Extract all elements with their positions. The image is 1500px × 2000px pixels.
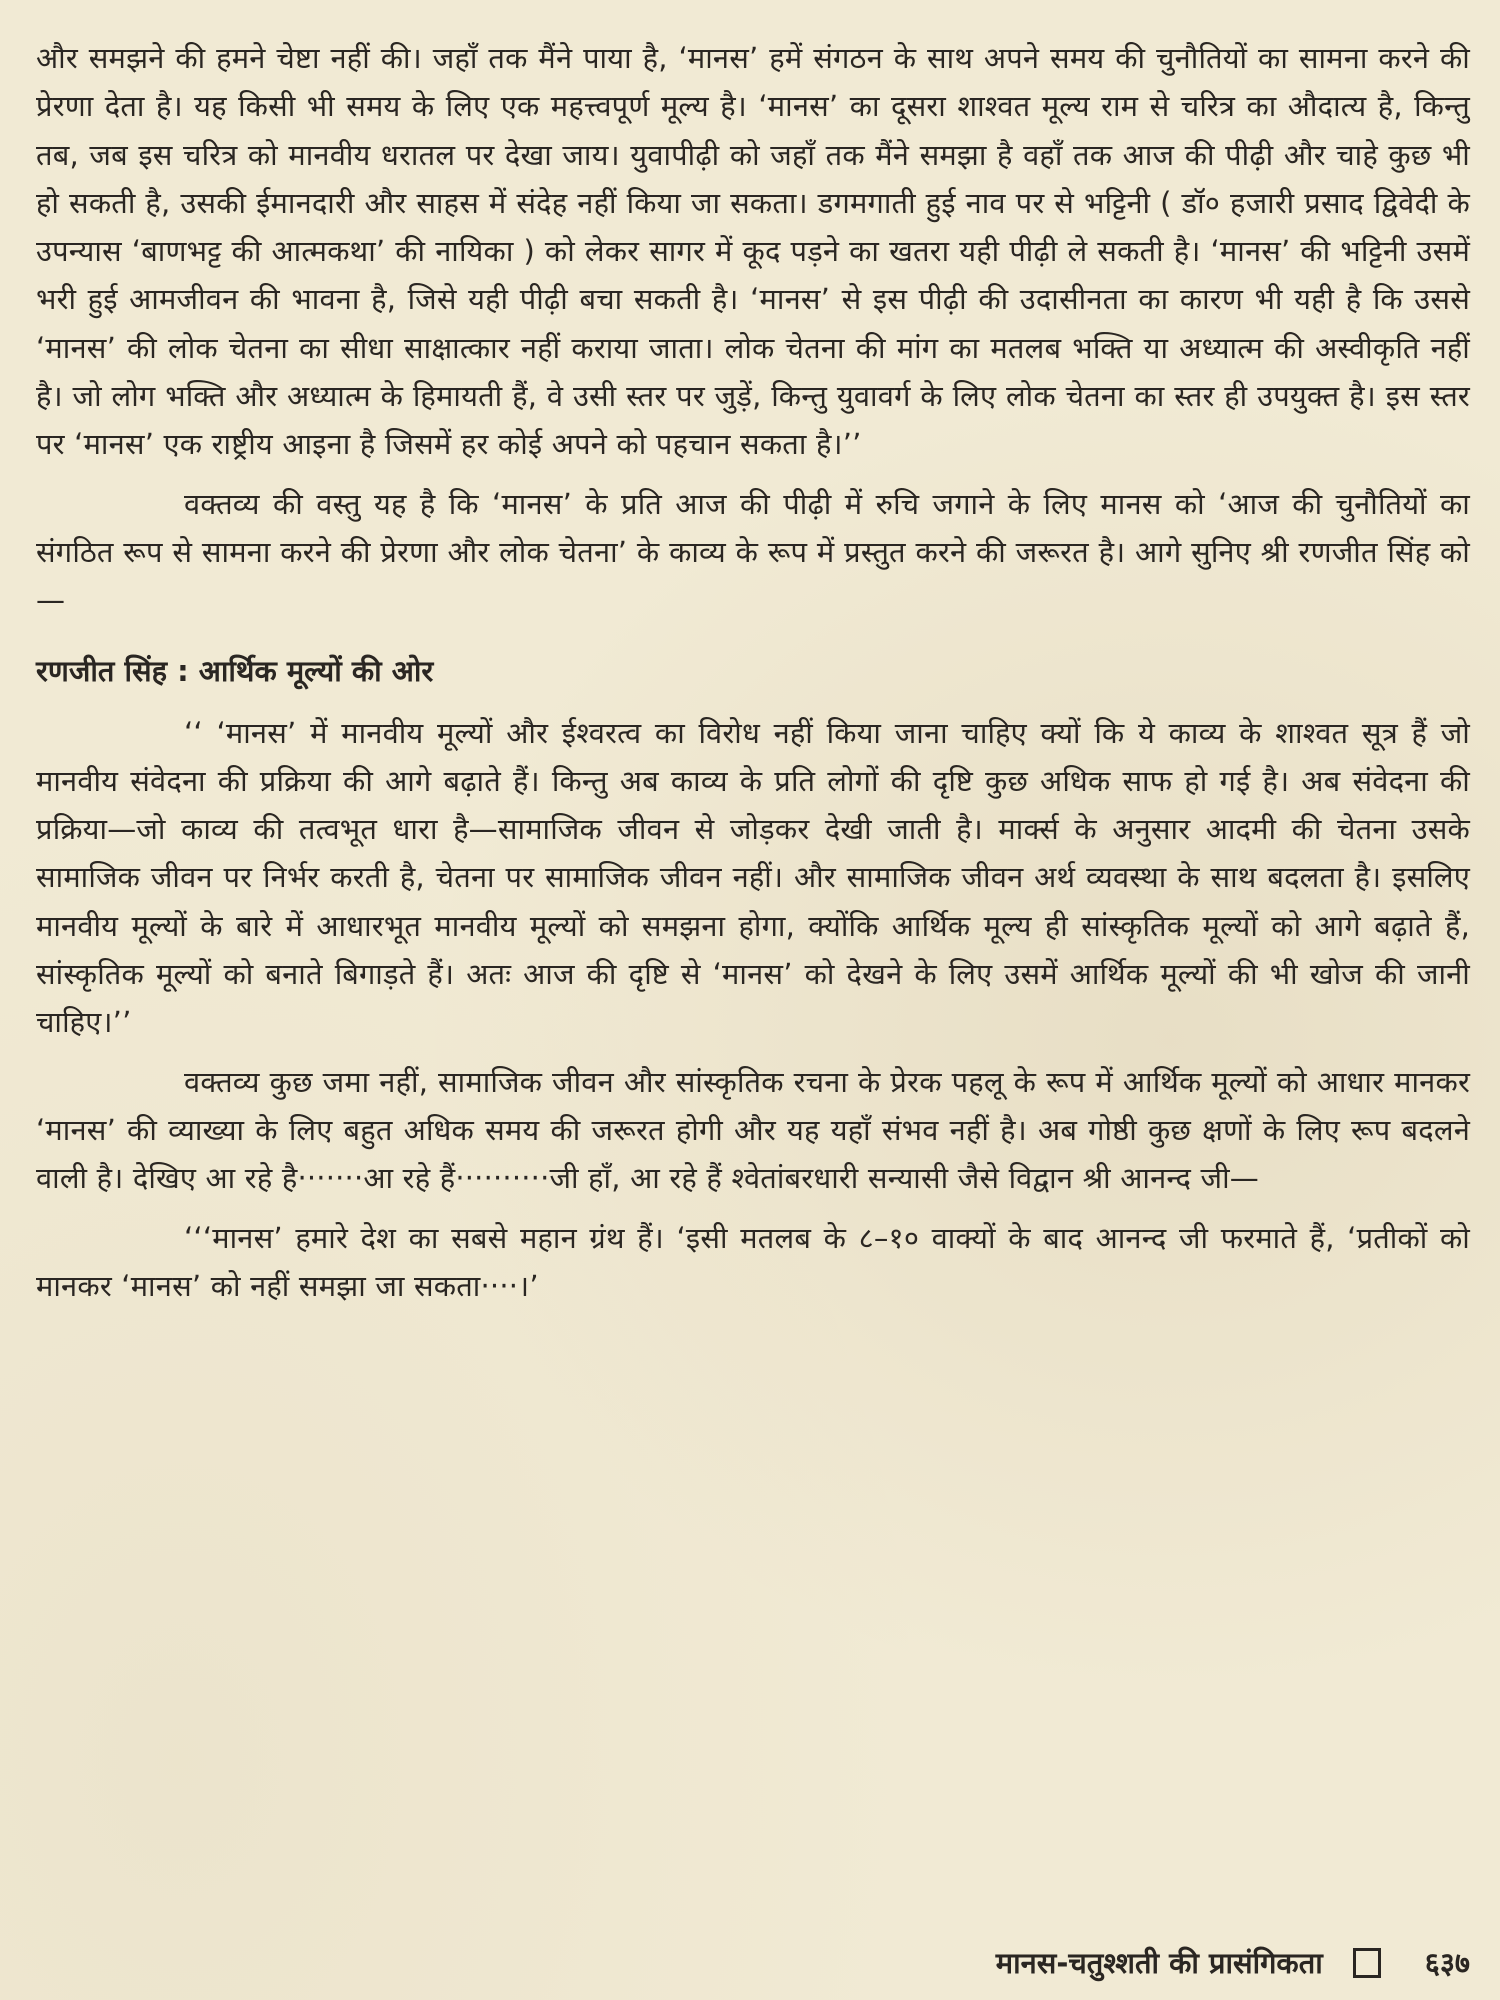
- paragraph-commentary-2: वक्तव्य कुछ जमा नहीं, सामाजिक जीवन और सांस्कृतिक रचना के प्रेरक पहलू के रूप में आर्थिक मूल्यों को आधार मानकर ‘मानस’ की व्याख्या के लिए बहुत अधिक समय की जरूरत होगी और यह यहाँ संभव नहीं है। अब गोष्ठी कुछ क्षणों के लिए रूप बदलने वाली है। देखिए आ रहे है·······आ रहे हैं··········जी हाँ, आ रहे हैं श्वेतांबरधारी सन्यासी जैसे विद्वान श्री आनन्द जी—: [36, 1064, 1470, 1196]
- paragraph-quote-anand: ‘‘‘मानस’ हमारे देश का सबसे महान ग्रंथ हैं। ‘इसी मतलब के ८–१० वाक्यों के बाद आनन्द जी फरमाते हैं, ‘प्रतीकों को मानकर ‘मानस’ को नहीं समझा जा सकता····।’: [36, 1220, 1470, 1303]
- paragraph-quote-ranjit-singh: ‘‘ ‘मानस’ में मानवीय मूल्यों और ईश्वरत्व का विरोध नहीं किया जाना चाहिए क्यों कि ये काव्य के शाश्वत सूत्र हैं जो मानवीय संवेदना की प्रक्रिया की आगे बढ़ाते हैं। किन्तु अब काव्य के प्रति लोगों की दृष्टि कुछ अधिक साफ हो गई है। अब संवेदना की प्रक्रिया—जो काव्य की तत्वभूत धारा है—सामाजिक जीवन से जोड़कर देखी जाती है। मार्क्स के अनुसार आदमी की चेतना उसके सामाजिक जीवन पर निर्भर करती है, चेतना पर सामाजिक जीवन नहीं। और सामाजिक जीवन अर्थ व्यवस्था के साथ बदलता है। इसलिए मानवीय मूल्यों के बारे में आधारभूत मानवीय मूल्यों को समझना होगा, क्योंकि आर्थिक मूल्य ही सांस्कृतिक मूल्यों को आगे बढ़ाते हैं, सांस्कृतिक मूल्यों को बनाते बिगाड़ते हैं। अतः आज की दृष्टि से ‘मानस’ को देखने के लिए उसमें आर्थिक मूल्यों की भी खोज की जानी चाहिए।’’: [36, 715, 1471, 1040]
- running-title: मानस-चतुश्शती की प्रासंगिकता: [995, 1946, 1323, 1980]
- paragraph-commentary: वक्तव्य की वस्तु यह है कि ‘मानस’ के प्रति आज की पीढ़ी में रुचि जगाने के लिए मानस को ‘आज की चुनौतियों का संगठित रूप से सामना करने की प्रेरणा और लोक चेतना’ के काव्य के रूप में प्रस्तुत करने की जरूरत है। आगे सुनिए श्री रणजीत सिंह को—: [36, 486, 1470, 618]
- page-footer: [996, 1943, 1470, 1982]
- square-ornament-icon: [1353, 1948, 1381, 1978]
- section-heading: रणजीत सिंह : आर्थिक मूल्यों की ओर: [36, 653, 434, 688]
- paragraph-continuation: और समझने की हमने चेष्टा नहीं की। जहाँ तक मैंने पाया है, ‘मानस’ हमें संगठन के साथ अपने समय की चुनौतियों का सामना करने की प्रेरणा देता है। यह किसी भी समय के लिए एक महत्त्वपूर्ण मूल्य है। ‘मानस’ का दूसरा शाश्वत मूल्य राम से चरित्र का औदात्य है, किन्तु तब, जब इस चरित्र को मानवीय धरातल पर देखा जाय। युवापीढ़ी को जहाँ तक मैंने समझा है वहाँ तक आज की पीढ़ी और चाहे कुछ भी हो सकती है, उसकी ईमानदारी और साहस में संदेह नहीं किया जा सकता। डगमगाती हुई नाव पर से भट्टिनी ( डॉ० हजारी प्रसाद द्विवेदी के उपन्यास ‘बाणभट्ट की आत्मकथा’ की नायिका ) को लेकर सागर में कूद पड़ने का खतरा यही पीढ़ी ले सकती है। ‘मानस’ की भट्टिनी उसमें भरी हुई आमजीवन की भावना है, जिसे यही पीढ़ी बचा सकती है। ‘मानस’ से इस पीढ़ी की उदासीनता का कारण भी यही है कि उससे ‘मानस’ की लोक चेतना का सीधा साक्षात्कार नहीं कराया जाता। लोक चेतना की मांग का मतलब भक्ति या अध्यात्म की अस्वीकृति नहीं है। जो लोग भक्ति और अध्यात्म के हिमायती हैं, वे उसी स्तर पर जुड़ें, किन्तु युवावर्ग के लिए लोक चेतना का स्तर ही उपयुक्त है। इस स्तर पर ‘मानस’ एक राष्ट्रीय आइना है जिसमें हर कोई अपने को पहचान सकता है।’’: [36, 41, 1470, 462]
- page-number: ६३७: [1424, 1946, 1470, 1980]
